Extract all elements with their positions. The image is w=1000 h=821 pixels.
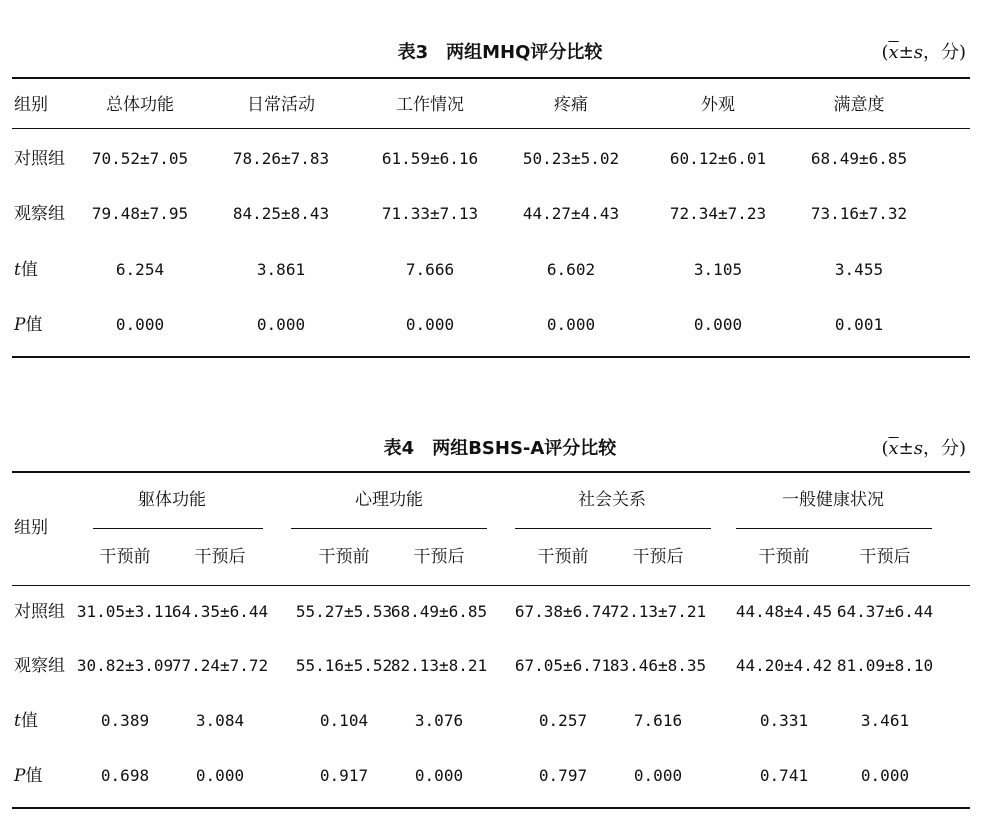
table3-cell: 3.861 (256, 260, 306, 279)
table4-sub-header: 干预后 (413, 547, 465, 567)
table3-header-col: 疼痛 (554, 95, 588, 115)
table4-bottom-rule (12, 807, 970, 809)
table3-cell: 0.000 (693, 315, 743, 334)
table4-cell: 0.000 (633, 766, 683, 785)
table4-cell: 0.000 (414, 766, 464, 785)
table3-row-label: P值 (14, 315, 43, 335)
table3-cell: 68.49±6.85 (810, 149, 908, 168)
table4-cell: 68.49±6.85 (390, 602, 488, 621)
table4-cell: 67.38±6.74 (514, 602, 612, 621)
table3-unit: ($\overline{x}\pm s$，分) (881, 42, 966, 63)
table4-cell: 0.257 (538, 711, 588, 730)
table3-cell: 70.52±7.05 (91, 149, 189, 168)
table4-sub-header: 干预后 (859, 547, 911, 567)
table4-cell: 72.13±7.21 (609, 602, 707, 621)
table3-cell: 0.000 (405, 315, 455, 334)
table3-header-col: 工作情况 (396, 95, 464, 115)
table4-caption (0, 434, 1000, 464)
table3-cell: 79.48±7.95 (91, 204, 189, 223)
table3-cell: 6.254 (115, 260, 165, 279)
table4-cell: 55.27±5.53 (295, 602, 393, 621)
table3-cell: 3.105 (693, 260, 743, 279)
table4-cell: 64.37±6.44 (836, 602, 934, 621)
table4-header-rule (12, 585, 970, 586)
table4-cell: 83.46±8.35 (609, 656, 707, 675)
table3-header-col: 总体功能 (106, 95, 174, 115)
table4-row-label: P值 (14, 766, 43, 786)
table4-cell: 0.797 (538, 766, 588, 785)
table3-bottom-rule (12, 356, 970, 358)
table3-cell: 0.000 (115, 315, 165, 334)
table4-cell: 44.20±4.42 (735, 656, 833, 675)
table3-cell: 72.34±7.23 (669, 204, 767, 223)
table4-cell: 77.24±7.72 (171, 656, 269, 675)
table3-cell: 3.455 (834, 260, 884, 279)
table4-group-underline (736, 528, 932, 529)
table4-header-group: 组别 (14, 518, 48, 538)
table4-title: 表4 两组BSHS-A评分比较 (383, 438, 617, 459)
table3-header-rule (12, 128, 970, 129)
table3-cell: 0.000 (546, 315, 596, 334)
table4-row-label: 观察组 (14, 656, 65, 676)
table4-sub-header: 干预前 (537, 547, 589, 567)
table4-cell: 0.104 (319, 711, 369, 730)
table4-row-label: 对照组 (14, 602, 65, 622)
table3-header-col: 日常活动 (247, 95, 315, 115)
table3-row-label: 对照组 (14, 149, 65, 169)
table4-cell: 0.331 (759, 711, 809, 730)
table3-cell: 84.25±8.43 (232, 204, 330, 223)
table4-sub-header: 干预后 (632, 547, 684, 567)
table4-group-header: 一般健康状况 (782, 490, 884, 510)
table4-group-header: 社会关系 (578, 490, 646, 510)
table4-cell: 81.09±8.10 (836, 656, 934, 675)
table4-cell: 3.084 (195, 711, 245, 730)
table3-header-group: 组别 (14, 95, 48, 115)
table3-title: 表3 两组MHQ评分比较 (397, 42, 603, 63)
table3-cell: 44.27±4.43 (522, 204, 620, 223)
table3-cell: 6.602 (546, 260, 596, 279)
table4-cell: 0.000 (860, 766, 910, 785)
table4-group-underline (93, 528, 263, 529)
table4-cell: 3.461 (860, 711, 910, 730)
table3-cell: 71.33±7.13 (381, 204, 479, 223)
table3-header-col: 外观 (701, 95, 735, 115)
table4-group-header: 躯体功能 (138, 490, 206, 510)
table4-cell: 0.389 (100, 711, 150, 730)
table4-cell: 0.741 (759, 766, 809, 785)
table4-cell: 0.698 (100, 766, 150, 785)
table4-cell: 0.000 (195, 766, 245, 785)
table3-cell: 61.59±6.16 (381, 149, 479, 168)
table4-cell: 31.05±3.11 (76, 602, 174, 621)
table4-sub-header: 干预前 (758, 547, 810, 567)
table4-cell: 7.616 (633, 711, 683, 730)
table4-group-underline (291, 528, 487, 529)
table3-cell: 78.26±7.83 (232, 149, 330, 168)
table4-cell: 0.917 (319, 766, 369, 785)
table3-cell: 50.23±5.02 (522, 149, 620, 168)
table4-sub-header: 干预前 (318, 547, 370, 567)
table4-group-underline (515, 528, 711, 529)
table3-top-rule (12, 77, 970, 79)
table4-sub-header: 干预后 (194, 547, 246, 567)
table3-cell: 0.001 (834, 315, 884, 334)
table4-cell: 44.48±4.45 (735, 602, 833, 621)
table3-cell: 0.000 (256, 315, 306, 334)
table4-group-header: 心理功能 (355, 490, 423, 510)
table3-cell: 7.666 (405, 260, 455, 279)
table4-sub-header: 干预前 (99, 547, 151, 567)
table4-cell: 3.076 (414, 711, 464, 730)
table4-cell: 67.05±6.71 (514, 656, 612, 675)
table4-row-label: t值 (14, 711, 38, 731)
table4-cell: 30.82±3.09 (76, 656, 174, 675)
table4-cell: 82.13±8.21 (390, 656, 488, 675)
table4-unit: ($\overline{x}\pm s$，分) (881, 438, 966, 459)
table3-caption (0, 38, 1000, 68)
table3-row-label: t值 (14, 260, 38, 280)
table3-row-label: 观察组 (14, 204, 65, 224)
table4-top-rule (12, 471, 970, 473)
table3-cell: 73.16±7.32 (810, 204, 908, 223)
table3-header-col: 满意度 (833, 95, 885, 115)
table4-cell: 55.16±5.52 (295, 656, 393, 675)
table3-cell: 60.12±6.01 (669, 149, 767, 168)
table4-cell: 64.35±6.44 (171, 602, 269, 621)
